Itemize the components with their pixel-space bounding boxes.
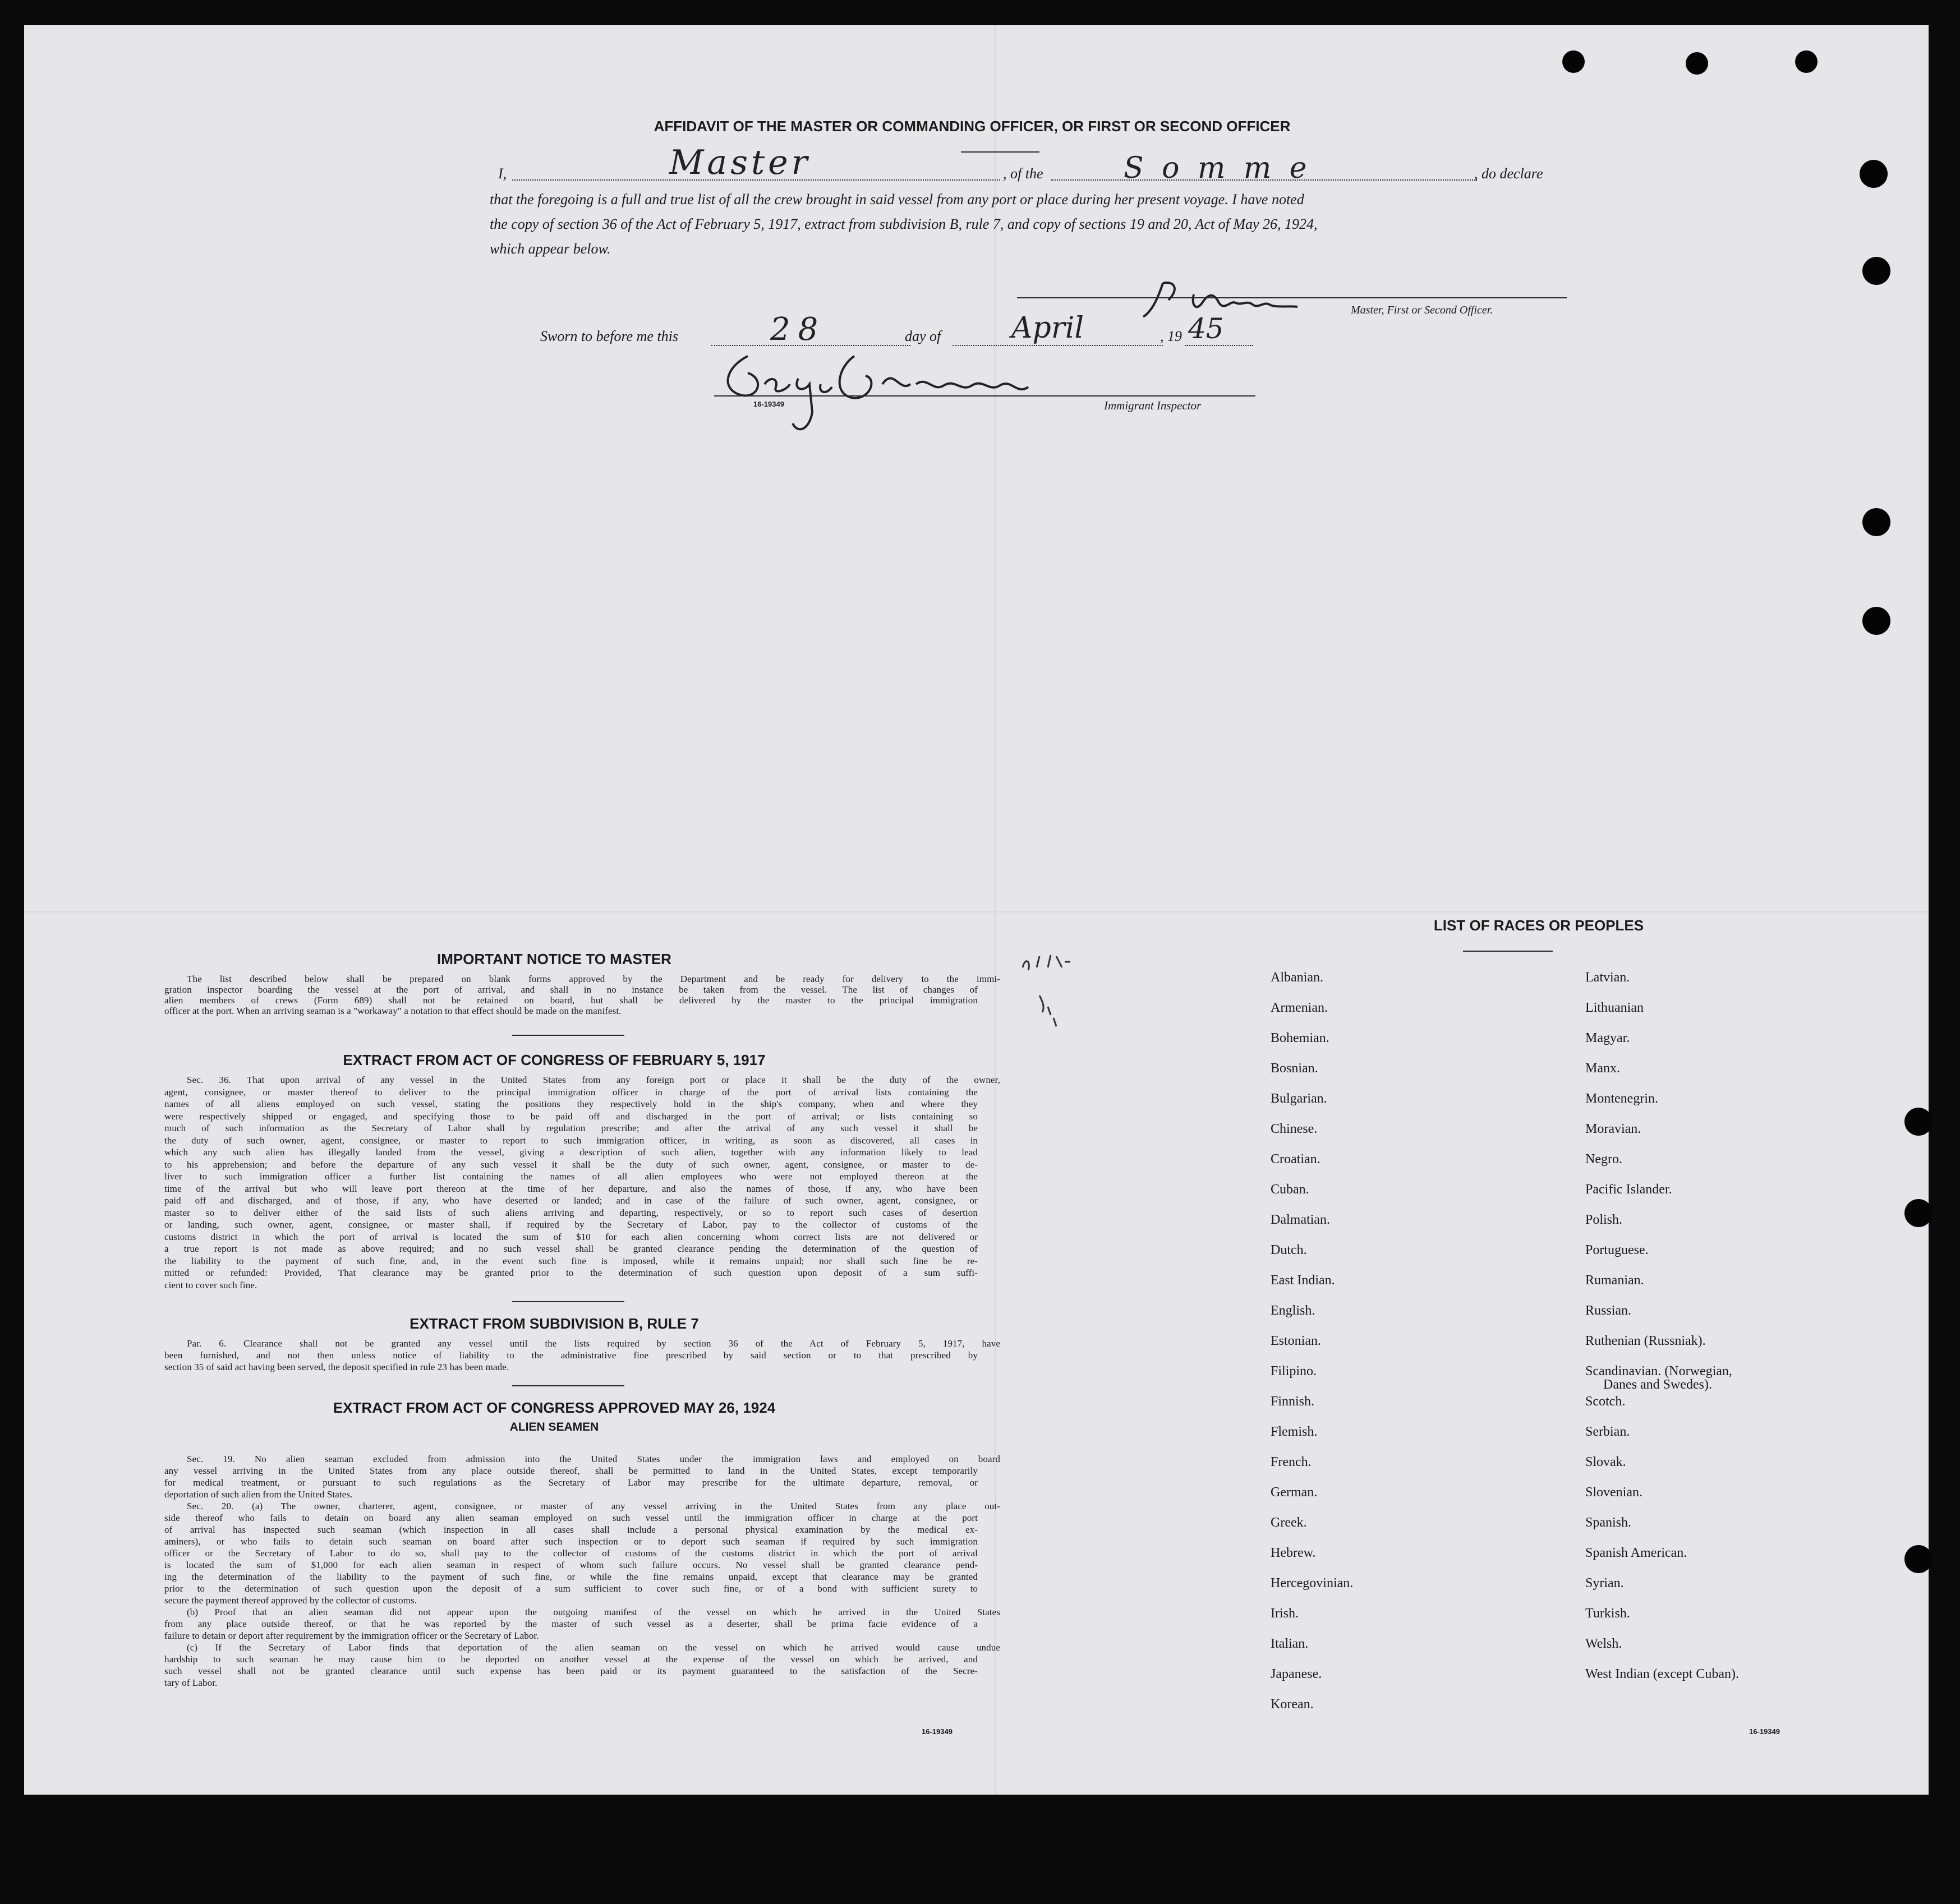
- race-item: Finnish.: [1271, 1394, 1315, 1409]
- text-line: secure the payment thereof approved by the collector of customs.: [164, 1595, 417, 1606]
- text-line: tary of Labor.: [164, 1677, 218, 1688]
- punch-hole: [1904, 1108, 1933, 1136]
- race-item: Montenegrin.: [1585, 1091, 1658, 1106]
- text-line: much of such information as the Secretary of Labor shall by regulation prescribe; and after the arrival of any such vessel it shall be: [164, 1123, 978, 1133]
- text-line: ing the determination of the liability to the payment of such fine, or while the fine remains unpaid, except that clearance may be granted: [164, 1571, 978, 1582]
- text-line: or landing, such owner, agent, consignee, or master shall, if required by the Secretary of Labor, pay to the collector of customs of the: [164, 1219, 978, 1230]
- race-item: Syrian.: [1585, 1576, 1624, 1590]
- day-of-label: day of: [905, 328, 941, 344]
- sworn-day-handwritten: 28: [770, 311, 826, 348]
- affidavit-body-line-1: that the foregoing is a full and true list of all the crew brought in said vessel from any port or place during her present voyage. I have noted: [490, 191, 1304, 208]
- rule7-title: EXTRACT FROM SUBDIVISION B, RULE 7: [410, 1315, 699, 1332]
- text-line: (c) If the Secretary of Labor finds that deportation of the alien seaman on the vessel on which he arrived would cause undue: [187, 1642, 1000, 1653]
- text-line: Sec. 36. That upon arrival of any vessel in the United States from any foreign port or place it shall be the duty of the owner,: [187, 1075, 1000, 1085]
- text-line: any vessel arriving in the United States from any place outside thereof, shall be permitted to land in the United States, except temporarily: [164, 1465, 978, 1476]
- text-line: failure to detain or deport after requirement by the immigration officer or the Secretary of Labor.: [164, 1630, 539, 1641]
- rule7-divider: [512, 1385, 624, 1386]
- text-line: Sec. 19. No alien seaman excluded from admission into the United States under the immigration laws and employed on board: [187, 1454, 1000, 1464]
- race-item: Bulgarian.: [1271, 1091, 1327, 1106]
- inspector-caption: Immigrant Inspector: [1104, 399, 1202, 412]
- race-item: Dutch.: [1271, 1243, 1307, 1257]
- text-line: alien members of crews (Form 689) shall not be retained on board, but shall be delivered by the master to the principal immigration: [164, 995, 978, 1006]
- race-item: Hercegovinian.: [1271, 1576, 1354, 1590]
- text-line: were respectively shipped or engaged, and specifying those to be paid off and discharged in the port of arrival; or lists containing so: [164, 1110, 978, 1122]
- extract-1917-title: EXTRACT FROM ACT OF CONGRESS OF FEBRUARY 5, 1917: [343, 1052, 766, 1068]
- year-handwritten: 45: [1188, 312, 1224, 345]
- text-line: master so to deliver either of the said lists of such aliens arriving and departing, respectively, or so to report such cases of desertion: [164, 1207, 978, 1218]
- race-item: Danes and Swedes).: [1603, 1377, 1712, 1392]
- race-item: Irish.: [1271, 1606, 1299, 1621]
- title-divider: [961, 151, 1039, 153]
- punch-hole: [1562, 50, 1585, 73]
- text-line: cient to cover such fine.: [164, 1279, 257, 1290]
- declarant-label: I,: [498, 165, 507, 182]
- race-item: Croatian.: [1271, 1152, 1321, 1167]
- race-item: Portuguese.: [1585, 1243, 1649, 1257]
- affidavit-title: AFFIDAVIT OF THE MASTER OR COMMANDING OFFICER, OR FIRST OR SECOND OFFICER: [654, 118, 1291, 135]
- inspector-form-number: 16-19349: [753, 400, 784, 408]
- races-form-number: 16-19349: [1749, 1727, 1780, 1736]
- master-caption: Master, First or Second Officer.: [1351, 304, 1493, 316]
- race-item: Bosnian.: [1271, 1061, 1318, 1076]
- race-item: Pacific Islander.: [1585, 1182, 1672, 1197]
- race-item: Polish.: [1585, 1213, 1623, 1227]
- text-line: Par. 6. Clearance shall not be granted any vessel until the lists required by section 36 of the Act of February 5, 1917, have: [187, 1338, 1000, 1349]
- punch-hole: [1862, 607, 1890, 635]
- extract-1924-title: EXTRACT FROM ACT OF CONGRESS APPROVED MAY 26, 1924: [333, 1399, 776, 1416]
- text-line: liver to such immigration officer a further list containing the names of all alien employees who were not employed thereon at the: [164, 1171, 978, 1182]
- text-line: names of all aliens employed on such vessel, stating the positions they respectively hold in the ship's company, when and where they: [164, 1099, 978, 1109]
- race-item: Manx.: [1585, 1061, 1620, 1076]
- text-line: such vessel shall not be granted clearance until such expense has been paid or its payment guaranteed to the satisfaction of the Secre-: [164, 1666, 978, 1676]
- affidavit-body-line-2: the copy of section 36 of the Act of February 5, 1917, extract from subdivision B, rule 7, and copy of sections 19 and 20, Act of May 26, 1924,: [490, 216, 1318, 232]
- document-sheet: [24, 25, 1929, 1795]
- text-line: gration inspector boarding the vessel at the port of arrival, and shall in no instance be taken from the vessel. The list of changes of: [164, 984, 978, 995]
- punch-hole: [1904, 1199, 1933, 1227]
- sworn-label: Sworn to before me this: [540, 328, 679, 344]
- do-declare-label: , do declare: [1474, 165, 1543, 182]
- text-line: Sec. 20. (a) The owner, charterer, agent, consignee, or master of any vessel arriving in the United States from any place out-: [187, 1501, 1000, 1511]
- race-item: Turkish.: [1585, 1606, 1630, 1621]
- race-item: German.: [1271, 1485, 1318, 1500]
- race-item: Slovenian.: [1585, 1485, 1642, 1500]
- fold-crease-vertical: [995, 25, 996, 1795]
- race-item: East Indian.: [1271, 1273, 1335, 1288]
- text-line: the liability to the payment of such fine, and, in the event such fine is imposed, while it remains unpaid; nor shall such fine be re-: [164, 1255, 978, 1266]
- race-item: Magyar.: [1585, 1031, 1630, 1045]
- race-item: Spanish.: [1585, 1515, 1632, 1530]
- inspector-signature-line: [714, 395, 1255, 397]
- declarant-handwritten: Master: [669, 143, 811, 182]
- race-item: Moravian.: [1585, 1122, 1641, 1136]
- race-item: West Indian (except Cuban).: [1585, 1667, 1739, 1681]
- races-divider: [1463, 951, 1553, 952]
- year-line: [1185, 345, 1253, 346]
- race-item: Lithuanian: [1585, 1001, 1644, 1015]
- text-line: which any such alien has illegally landed from the vessel, giving a description of such alien, together with any information likely to lead: [164, 1147, 978, 1158]
- year-prefix: , 19: [1160, 328, 1182, 344]
- vessel-handwritten: S o m m e: [1124, 151, 1312, 185]
- month-handwritten: April: [1011, 311, 1084, 345]
- race-item: English.: [1271, 1303, 1315, 1318]
- text-line: paid off and discharged, and of those, if any, who have deserted or landed; and in case of the failure of such owner, agent, consignee, or: [164, 1195, 978, 1206]
- races-title: LIST OF RACES OR PEOPLES: [1433, 917, 1644, 934]
- text-line: customs district in which the port of arrival is located the sum of $10 for each alien concerning whom correct lists are not delivered or: [164, 1231, 978, 1242]
- punch-hole: [1862, 257, 1890, 285]
- text-line: agent, consignee, or master thereof to deliver to the principal immigration officer in charge of the port of arrival lists containing the: [164, 1086, 978, 1098]
- text-line: The list described below shall be prepared on blank forms approved by the Department and be ready for delivery to the immi-: [187, 974, 1000, 984]
- text-line: hardship to such seaman he may cause him to be deported on another vessel at the expense of the vessel on which he arrived, and: [164, 1654, 978, 1665]
- text-line: been furnished, and not then unless notice of liability to the administrative fine prescribed by said section or to that prescribed by: [164, 1350, 978, 1361]
- race-item: Cuban.: [1271, 1182, 1309, 1197]
- punch-hole: [1860, 160, 1888, 188]
- race-item: Slovak.: [1585, 1455, 1626, 1469]
- race-item: Scotch.: [1585, 1394, 1626, 1409]
- race-item: Estonian.: [1271, 1334, 1321, 1348]
- affidavit-body-line-3: which appear below.: [490, 241, 611, 257]
- text-line: aminers), or who fails to detain such seaman on board after such inspection or to deport such seaman if required by such immigration: [164, 1536, 978, 1547]
- master-signature-line: [1017, 297, 1567, 298]
- race-item: Rumanian.: [1585, 1273, 1644, 1288]
- extract-form-number: 16-19349: [922, 1727, 953, 1736]
- race-item: Japanese.: [1271, 1667, 1322, 1681]
- race-item: Ruthenian (Russniak).: [1585, 1334, 1706, 1348]
- text-line: (b) Proof that an alien seaman did not appear upon the outgoing manifest of the vessel on which he arrived in the United States: [187, 1607, 1000, 1617]
- race-item: Hebrew.: [1271, 1546, 1316, 1560]
- of-the-label: , of the: [1003, 165, 1043, 182]
- race-item: Russian.: [1585, 1303, 1632, 1318]
- race-item: Korean.: [1271, 1697, 1314, 1712]
- stray-pencil-mark: [1017, 945, 1084, 1040]
- punch-hole: [1862, 508, 1890, 536]
- race-item: Greek.: [1271, 1515, 1307, 1530]
- notice-divider: [512, 1035, 624, 1036]
- race-item: Flemish.: [1271, 1424, 1318, 1439]
- text-line: prior to the determination of such question upon the deposit of a sum sufficient to cover such fine, or of a bond with sufficient surety to: [164, 1583, 978, 1594]
- text-line: section 35 of said act having been served, the deposit specified in rule 23 has been made.: [164, 1362, 509, 1372]
- text-line: side thereof who fails to detain on board any alien seaman employed on such vessel until the immigration officer in charge at the port: [164, 1513, 978, 1523]
- race-item: Armenian.: [1271, 1001, 1328, 1015]
- text-line: of arrival has inspected such seaman (which inspection in all cases shall include a personal physical examination by the medical ex-: [164, 1524, 978, 1535]
- text-line: mitted or refunded: Provided, That clearance may be granted prior to the determination of such question upon deposit of a sum suffi-: [164, 1267, 978, 1278]
- race-item: Bohemian.: [1271, 1031, 1329, 1045]
- race-item: French.: [1271, 1455, 1312, 1469]
- text-line: is located the sum of $1,000 for each alien seaman in respect of whom such failure occurs. No vessel shall be granted clearance pend-: [164, 1560, 978, 1570]
- text-line: to his apprehension; and before the departure of any such vessel it shall be the duty of such owner, agent, consignee, or master to de-: [164, 1159, 978, 1170]
- notice-title: IMPORTANT NOTICE TO MASTER: [437, 951, 671, 967]
- text-line: from any place outside thereof, or that he was reported by the master of such vessel as a deserter, shall be prima facie evidence of a: [164, 1619, 978, 1629]
- race-item: Scandinavian. (Norwegian,: [1585, 1364, 1732, 1379]
- race-item: Filipino.: [1271, 1364, 1317, 1379]
- race-item: Welsh.: [1585, 1636, 1622, 1651]
- race-item: Negro.: [1585, 1152, 1622, 1167]
- text-line: officer or the Secretary of Labor to do so, shall pay to the collector of customs of the customs district in which the port of arrival: [164, 1548, 978, 1559]
- punch-hole: [1686, 52, 1708, 75]
- punch-hole: [1795, 50, 1818, 73]
- text-line: officer at the port. When an arriving seaman is a "workaway" a notation to that effect should be made on the manifest.: [164, 1006, 622, 1016]
- text-line: the duty of such owner, agent, consignee, or master to report to such immigration officer, in writing, as soon as discovered, all cases in: [164, 1135, 978, 1146]
- fold-crease-horizontal: [24, 911, 1929, 912]
- text-line: deportation of such alien from the United States.: [164, 1489, 353, 1500]
- text-line: time of the arrival but who will leave port thereon at the time of her departure, and also the names of those, if any, who have been: [164, 1183, 978, 1194]
- extract-1924-subtitle: ALIEN SEAMEN: [509, 1421, 599, 1433]
- race-item: Albanian.: [1271, 970, 1323, 985]
- race-item: Latvian.: [1585, 970, 1630, 985]
- punch-hole: [1904, 1545, 1933, 1573]
- race-item: Chinese.: [1271, 1122, 1318, 1136]
- race-item: Italian.: [1271, 1636, 1309, 1651]
- text-line: for medical treatment, or pursuant to such regulations as the Secretary of Labor may prescribe for the ultimate departure, removal, or: [164, 1477, 978, 1488]
- text-line: a true report is not made as above required; and no such vessel shall be granted clearance pending the determination of the question of: [164, 1243, 978, 1254]
- race-item: Dalmatian.: [1271, 1213, 1330, 1227]
- race-item: Spanish American.: [1585, 1546, 1687, 1560]
- extract-1917-divider: [512, 1301, 624, 1302]
- race-item: Serbian.: [1585, 1424, 1630, 1439]
